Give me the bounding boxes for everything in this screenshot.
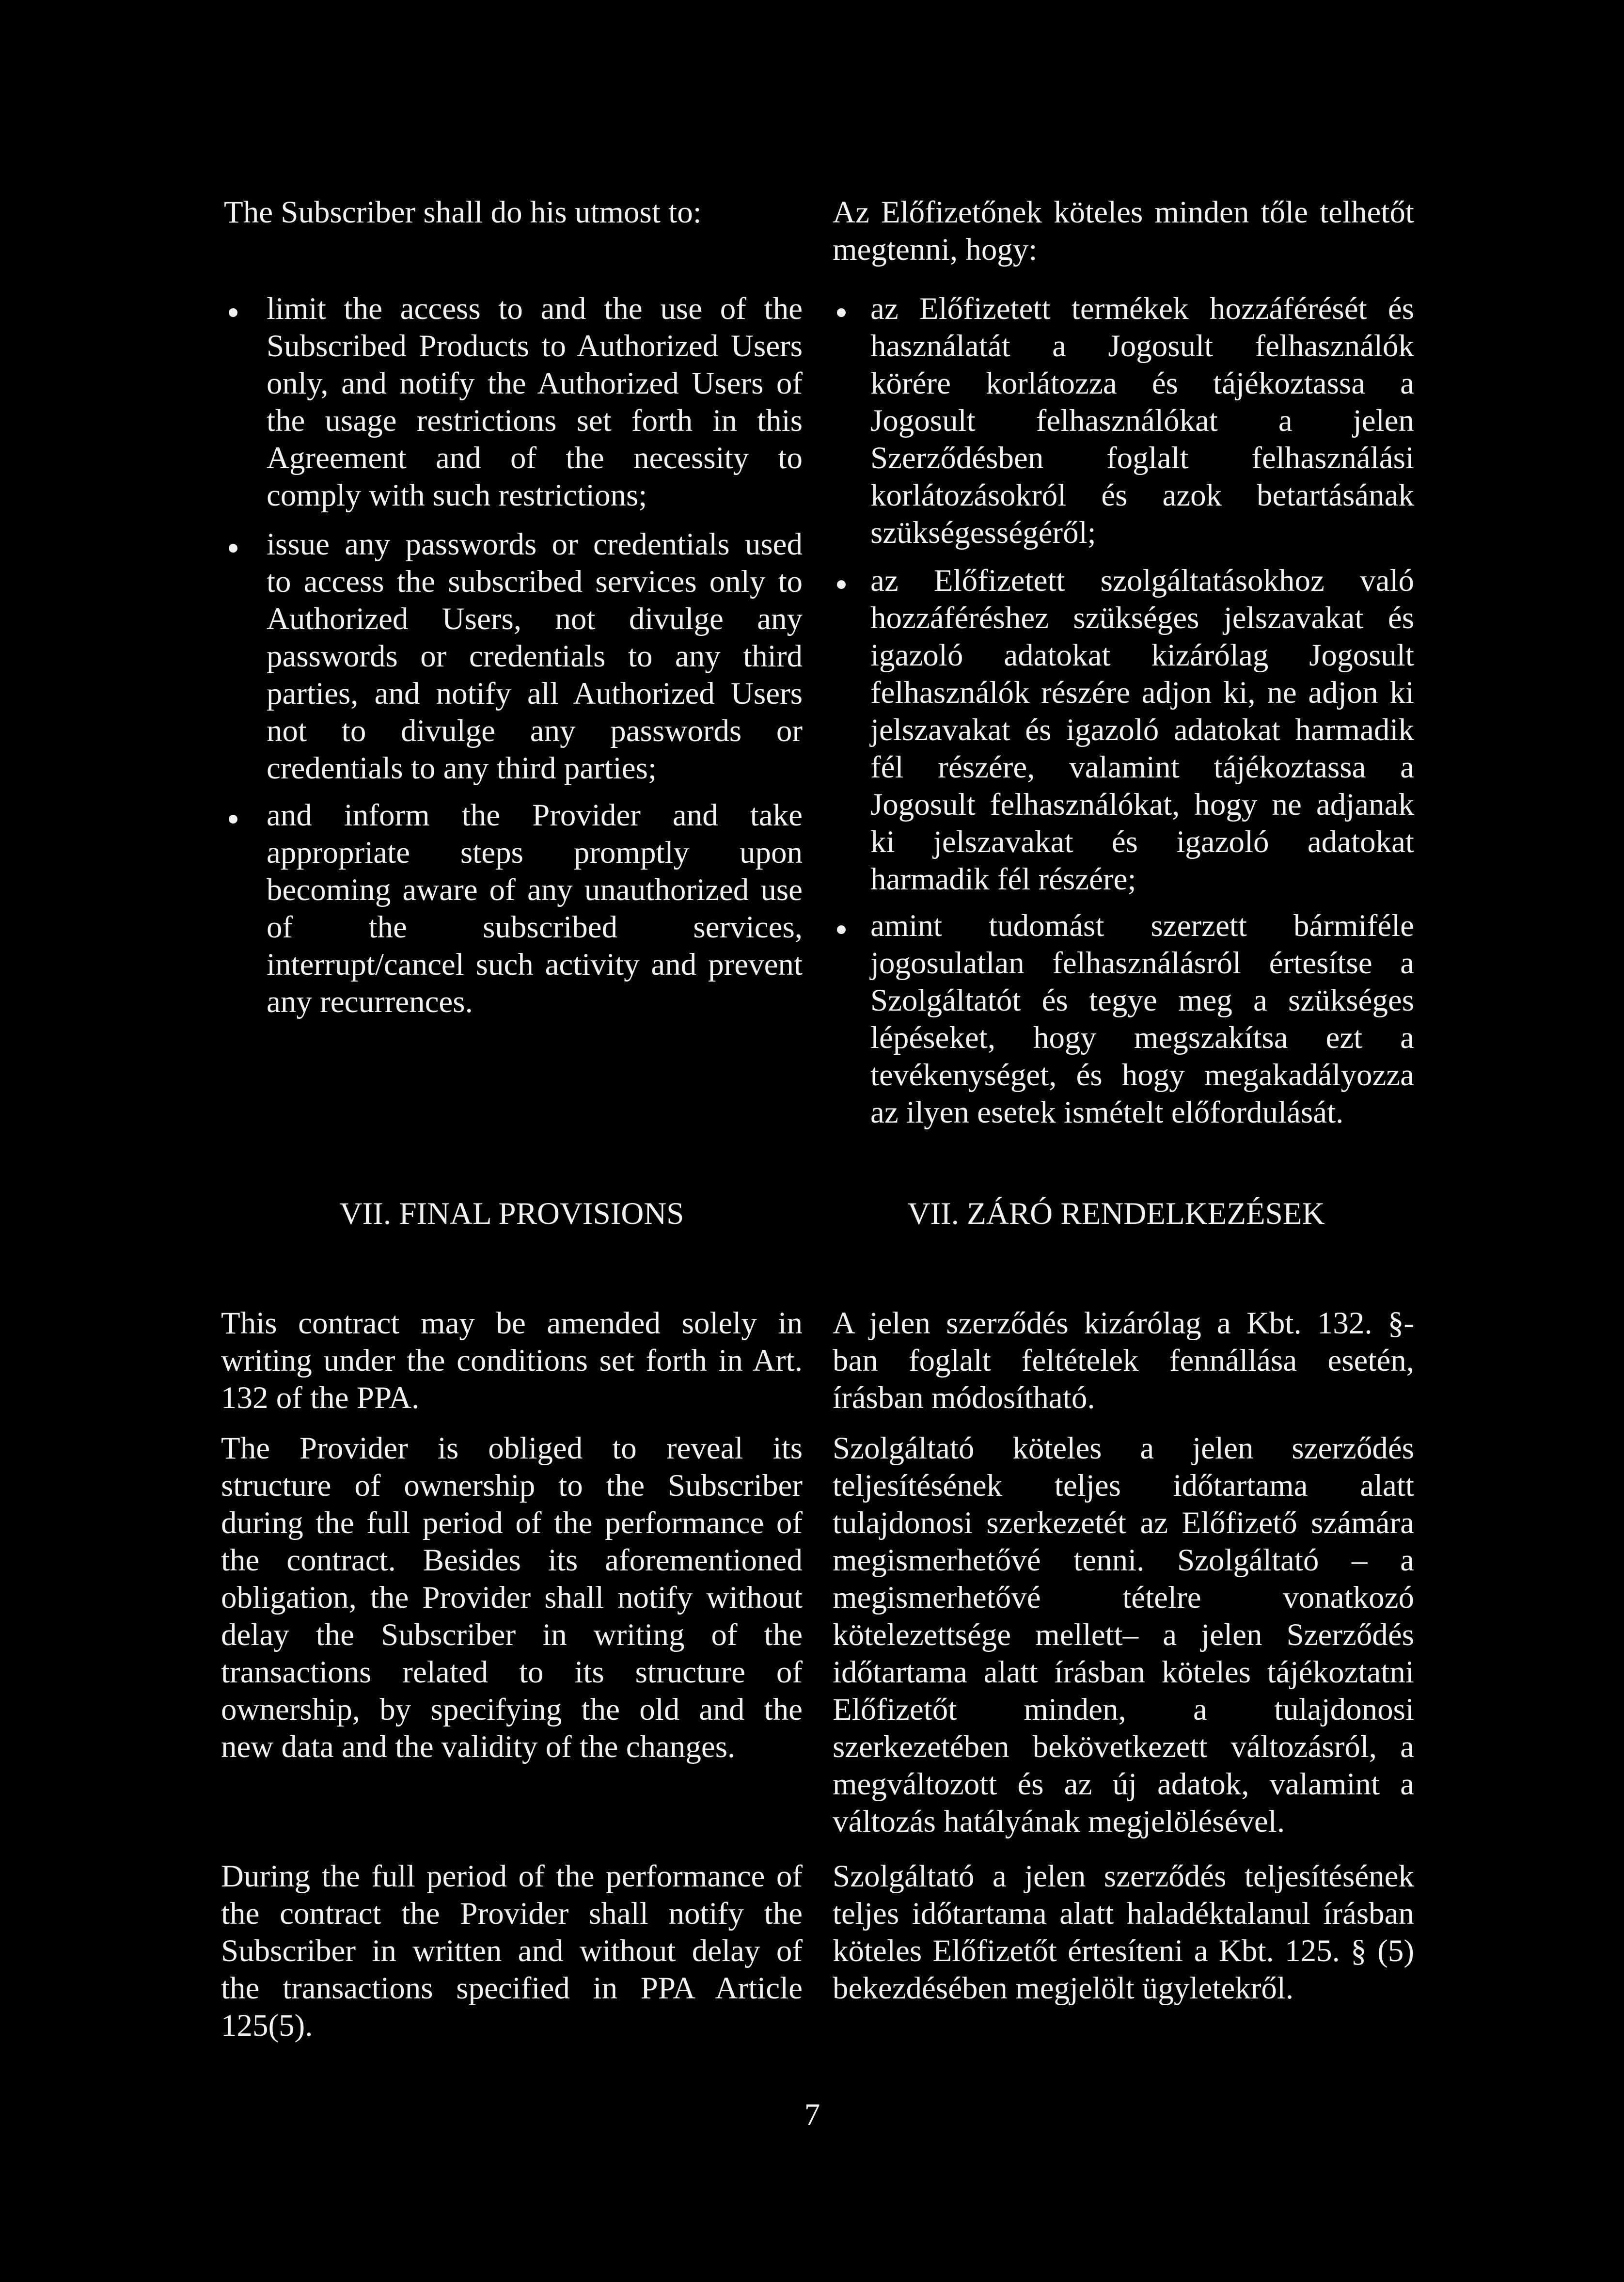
text-line: of the subscribed services, bbox=[267, 910, 803, 945]
text-line: lépéseket, hogy megszakítsa ezt a bbox=[870, 1020, 1414, 1055]
text-line: kötelezettsége mellett– a jelen Szerződés bbox=[833, 1617, 1414, 1652]
hu-paragraph bbox=[833, 1305, 1414, 1417]
text-line: köteles Előfizetőt értesíteni a Kbt. 125. § (5) bbox=[833, 1933, 1414, 1968]
text-line: interrupt/cancel such activity and prevent bbox=[267, 947, 803, 982]
en-paragraph bbox=[221, 1430, 803, 1766]
text-line: időtartama alatt írásban köteles tájékoztatni bbox=[833, 1655, 1414, 1690]
text-line: This contract may be amended solely in bbox=[221, 1306, 803, 1341]
text-line: transactions related to its structure of bbox=[221, 1655, 803, 1690]
hu-paragraph bbox=[833, 1858, 1414, 2007]
hu-section-heading: VII. ZÁRÓ RENDELKEZÉSEK bbox=[907, 1196, 1325, 1231]
bullet-marker bbox=[837, 580, 846, 589]
text-line: megismerhetővé tenni. Szolgáltató – a bbox=[833, 1543, 1414, 1578]
en-bullet-text bbox=[267, 290, 803, 514]
text-line: the contract the Provider shall notify the bbox=[221, 1896, 803, 1931]
text-line: comply with such restrictions; bbox=[267, 478, 647, 513]
text-line: az ilyen esetek ismételt előfordulását. bbox=[870, 1095, 1344, 1130]
text-line: írásban módosítható. bbox=[833, 1380, 1095, 1415]
text-line: Jogosult felhasználókat a jelen bbox=[870, 403, 1414, 438]
en-bullet-text bbox=[267, 526, 803, 787]
bullet-marker bbox=[229, 544, 237, 553]
text-line: tevékenységet, és hogy megakadályozza bbox=[870, 1058, 1414, 1093]
text-line: credentials to any third parties; bbox=[267, 751, 657, 786]
text-line: Subscribed Products to Authorized Users bbox=[267, 329, 803, 364]
text-line: Az Előfizetőnek köteles minden tőle telhetőt bbox=[833, 195, 1414, 230]
text-line: The Provider is obliged to reveal its bbox=[221, 1431, 803, 1466]
text-line: ban foglalt feltételek fennállása esetén, bbox=[833, 1343, 1414, 1378]
text-line: issue any passwords or credentials used bbox=[267, 527, 803, 562]
en-paragraph bbox=[221, 1858, 803, 2044]
bullet-marker bbox=[837, 925, 846, 934]
text-line: igazoló adatokat kizárólag Jogosult bbox=[870, 638, 1414, 673]
text-line: Jogosult felhasználókat, hogy ne adjanak bbox=[870, 787, 1414, 822]
hu-bullet-text bbox=[870, 562, 1414, 898]
text-line: az Előfizetett termékek hozzáférését és bbox=[870, 291, 1414, 326]
text-line: amint tudomást szerzett bármiféle bbox=[870, 908, 1414, 943]
text-line: ownership, by specifying the old and the bbox=[221, 1692, 803, 1727]
bullet-marker bbox=[837, 308, 846, 317]
text-line: változás hatályának megjelölésével. bbox=[833, 1804, 1285, 1839]
text-line: new data and the validity of the changes. bbox=[221, 1729, 736, 1764]
text-line: becoming aware of any unauthorized use bbox=[267, 872, 803, 907]
text-line: fél részére, valamint tájékoztassa a bbox=[870, 750, 1414, 785]
text-line: passwords or credentials to any third bbox=[267, 639, 803, 674]
text-line: appropriate steps promptly upon bbox=[267, 835, 803, 870]
text-line: körére korlátozza és tájékoztassa a bbox=[870, 366, 1414, 401]
text-line: and inform the Provider and take bbox=[267, 798, 803, 833]
text-line: harmadik fél részére; bbox=[870, 862, 1136, 897]
hu-bullet-text bbox=[870, 290, 1414, 552]
text-line: The Subscriber shall do his utmost to: bbox=[224, 195, 702, 230]
text-line: tulajdonosi szerkezetét az Előfizető számára bbox=[833, 1505, 1414, 1540]
page-number: 7 bbox=[804, 2097, 820, 2132]
text-line: teljesítésének teljes időtartama alatt bbox=[833, 1468, 1414, 1503]
text-line: Authorized Users, not divulge any bbox=[267, 602, 803, 636]
bullet-marker bbox=[229, 815, 237, 824]
text-line: during the full period of the performance of bbox=[221, 1505, 803, 1540]
en-intro-paragraph bbox=[224, 194, 803, 231]
text-line: az Előfizetett szolgáltatásokhoz való bbox=[870, 563, 1414, 598]
text-line: teljes időtartama alatt haladéktalanul írásban bbox=[833, 1896, 1414, 1931]
text-line: Agreement and of the necessity to bbox=[267, 441, 803, 475]
text-line: to access the subscribed services only to bbox=[267, 564, 803, 599]
text-line: the transactions specified in PPA Article bbox=[221, 1971, 803, 2006]
text-line: jelszavakat és igazoló adatokat harmadik bbox=[870, 713, 1414, 747]
text-line: writing under the conditions set forth in Art. bbox=[221, 1343, 803, 1378]
text-line: the usage restrictions set forth in this bbox=[267, 403, 803, 438]
hu-paragraph bbox=[833, 1430, 1414, 1840]
text-line: jogosulatlan felhasználásról értesítse a bbox=[870, 946, 1414, 981]
text-line: Szerződésben foglalt felhasználási bbox=[870, 441, 1414, 475]
text-line: any recurrences. bbox=[267, 984, 473, 1019]
text-line: használatát a Jogosult felhasználók bbox=[870, 329, 1414, 364]
text-line: 132 of the PPA. bbox=[221, 1380, 420, 1415]
text-line: Subscriber in written and without delay of bbox=[221, 1933, 803, 1968]
text-line: 125(5). bbox=[221, 2008, 313, 2043]
text-line: Előfizetőt minden, a tulajdonosi bbox=[833, 1692, 1414, 1727]
text-line: felhasználók részére adjon ki, ne adjon ki bbox=[870, 675, 1414, 710]
text-line: the contract. Besides its aforementioned bbox=[221, 1543, 803, 1578]
text-line: delay the Subscriber in writing of the bbox=[221, 1617, 803, 1652]
text-line: Szolgáltató köteles a jelen szerződés bbox=[833, 1431, 1414, 1466]
text-line: A jelen szerződés kizárólag a Kbt. 132. §- bbox=[833, 1306, 1414, 1341]
hu-intro-paragraph bbox=[833, 194, 1414, 269]
text-line: limit the access to and the use of the bbox=[267, 291, 803, 326]
text-line: During the full period of the performance of bbox=[221, 1859, 803, 1894]
text-line: megtenni, hogy: bbox=[833, 232, 1038, 267]
text-line: obligation, the Provider shall notify without bbox=[221, 1580, 803, 1615]
bullet-marker bbox=[229, 308, 237, 317]
text-line: szükségességéről; bbox=[870, 515, 1096, 550]
text-line: hozzáféréshez szükséges jelszavakat és bbox=[870, 601, 1414, 635]
en-bullet-text bbox=[267, 797, 803, 1021]
text-line: bekezdésében megjelölt ügyletekről. bbox=[833, 1971, 1294, 2006]
en-paragraph bbox=[221, 1305, 803, 1417]
text-line: only, and notify the Authorized Users of bbox=[267, 366, 803, 401]
en-section-heading: VII. FINAL PROVISIONS bbox=[339, 1196, 684, 1231]
text-line: megváltozott és az új adatok, valamint a bbox=[833, 1767, 1414, 1802]
text-line: not to divulge any passwords or bbox=[267, 713, 803, 748]
text-line: ki jelszavakat és igazoló adatokat bbox=[870, 824, 1414, 859]
text-line: megismerhetővé tételre vonatkozó bbox=[833, 1580, 1414, 1615]
text-line: szerkezetében bekövetkezett változásról, a bbox=[833, 1729, 1414, 1764]
text-line: structure of ownership to the Subscriber bbox=[221, 1468, 803, 1503]
hu-bullet-text bbox=[870, 907, 1414, 1131]
text-line: parties, and notify all Authorized Users bbox=[267, 676, 803, 711]
text-line: Szolgáltatót és tegye meg a szükséges bbox=[870, 983, 1414, 1018]
text-line: Szolgáltató a jelen szerződés teljesítésének bbox=[833, 1859, 1414, 1894]
text-line: korlátozásokról és azok betartásának bbox=[870, 478, 1414, 513]
